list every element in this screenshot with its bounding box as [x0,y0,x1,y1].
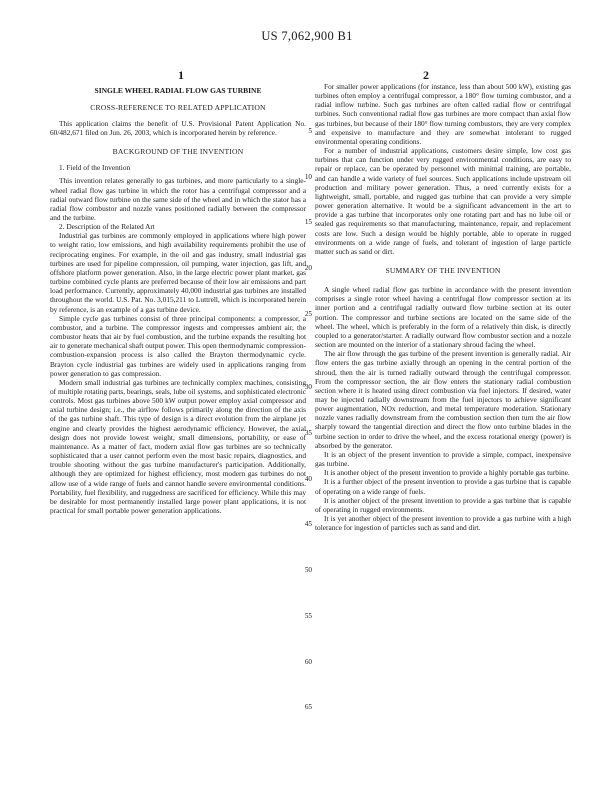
right-column [315,82,571,532]
field-text: This invention relates generally to gas turbines, and more particularly to a single-wheel radial flow gas turbine in which the rotor has a centrifugal compressor and a radial outward flow turbine on the same side of the wheel and in which the stator has a radial flow combustor and nozzle vanes positioned radially between the compressor and the turbine. [50,176,306,222]
line-number: 50 [304,566,312,574]
line-number: 35 [304,429,312,437]
patent-number: US 7,062,900 B1 [261,29,353,43]
summary-heading: SUMMARY OF THE INVENTION [385,265,501,275]
right-paragraph-2: For a number of industrial applications, customers desire simple, low cost gas turbines that can function under very rugged environmental conditions, are easy to repair or replace, can be operated by personnel with minimal training, are portable, and can handle a wide variety of fuel sources. Such applications include upstream oil production and military power generation. Thus, a need currently exists for a lightweight, small, portable, and rugged gas turbine that can provide a very simple power generation alternative. It would be a significant advancement in the art to provide a gas turbine that incorporates only one rotating part and has no lube oil or sealed gas requirements so that manufacturing, maintenance, repair, and replacement costs are low. Such a design would be highly portable, able to operate in rugged environments on a wide range of fuels, and tolerant of ingestion of large particle matter such as sand or dirt. [315,146,571,256]
line-number: 45 [304,520,312,528]
object-paragraph-5: It is yet another object of the present invention to provide a gas turbine with a high tolerance for ingestion of particles such as sand and dirt. [315,514,571,533]
background-heading: BACKGROUND OF THE INVENTION [112,147,244,157]
line-number: 30 [304,383,312,391]
summary-paragraph-2: The air flow through the gas turbine of the present invention is generally radial. Air flow enters the gas turbine axially through an opening in the central portion of the shroud, then the air is turned radially outward through the centrifugal compressor. From the compressor section, the air flow enters the stationary radial combustion section where it is heated using direct combustion via fuel injectors. If desired, water may be injected radially downstream from the fuel injectors to achieve significant power augmentation, NOx reduction, and metal temperature moderation. Stationary nozzle vanes radially downstream from the combustion section then turn the air flow sharply toward the tangential direction and direct the flow onto turbine blades in the turbine section in order to drive the wheel, and the excess rotational energy (power) is absorbed by the generator. [315,349,571,450]
summary-paragraph-1: A single wheel radial flow gas turbine in accordance with the present invention comprises a single rotor wheel having a centrifugal flow compressor section at its inner portion and a centrifugal radially outward flow turbine section at its outer portion. The compressor and turbine sections are located on the same side of the wheel. The wheel, which is preferably in the form of a relatively thin disk, is directly coupled to a generator/starter. A radially outward flow combustor section and a nozzle section are mounted on the interior of a stationary shroud facing the wheel. [315,285,571,350]
related-art-paragraph-3: Modern small industrial gas turbines are technically complex machines, consisting of multiple rotating parts, bearings, seals, lube oil systems, and sophisticated electronic controls. Most gas turbines above 500 kW output power employ axial compressor and axial turbine design; i.e., the airflow follows primarily along the direction of the axis of the gas turbine shaft. This type of design is a direct evolution from the airplane jet engine and clearly provides the highest aerodynamic efficiency. However, the axial design does not provide lowest weight, small dimensions, portability, or ease of maintenance. As a matter of fact, modern axial flow gas turbines are so technically sophisticated that a user cannot perform even the most basic repairs, diagnostics, and trouble shooting without the gas turbine manufacturer's participation. Additionally, although they are optimized for highest efficiency, most modern gas turbines do not allow use of a wide range of fuels and cannot handle severe environmental conditions. Portability, fuel flexibility, and ruggedness are sacrificed for efficiency. While this may be desirable for most permanently installed large power plant applications, it is not practical for small portable power generation applications. [50,377,306,515]
line-number: 65 [304,703,312,711]
left-column [50,82,306,515]
line-number: 60 [304,658,312,666]
object-paragraph-1: It is an object of the present invention to provide a simple, compact, inexpensive gas turbine. [315,449,571,469]
line-number: 15 [304,218,312,226]
line-number: 40 [304,475,312,483]
field-heading: 1. Field of the Invention [59,163,131,173]
crossref-text: This application claims the benefit of U.S. Provisional Patent Application No. 60/482,671 filed on Jun. 26, 2003, which is incorporated herein by reference. [50,118,306,137]
line-number: 20 [304,264,312,272]
patent-title: SINGLE WHEEL RADIAL FLOW GAS TURBINE [94,86,262,95]
line-number: 25 [304,310,312,318]
object-paragraph-2: It is another object of the present invention to provide a highly portable gas turbine. [324,468,570,478]
related-art-paragraph-1: Industrial gas turbines are commonly employed in applications where high power to weight ratio, low emissions, and high availability requirements prohibit the use of reciprocating engines. For example, in the oil and gas industry, small industrial gas turbines are used for pipeline compression, oil pumping, water injection, gas lift, and offshore platform power generation. Also, in the large electric power plant market, gas turbine combined cycle plants are preferred because of their low air emissions and part load performance. Currently, approximately 40,000 industrial gas turbines are installed throughout the world. U.S. Pat. No. 3,015,211 to Luttrell, which is incorporated herein by reference, is an example of a gas turbine device. [50,231,306,314]
related-art-heading: 2. Description of the Related Art [59,222,155,232]
object-paragraph-3: It is a further object of the present invention to provide a gas turbine that is capable of operating on a wide range of fuels. [315,477,571,496]
line-number: 55 [304,612,312,620]
related-art-paragraph-2: Simple cycle gas turbines consist of three principal components: a compressor, a combustor, and a turbine. The compressor ingests and compresses ambient air, the combustor heats that air by fuel combustion, and the turbine expands the resulting hot air to generate mechanical shaft output power. This open thermodynamic compression-combustion-expansion process is also called the Brayton thermodynamic cycle. Brayton cycle industrial gas turbines are widely used in applications ranging from power generation to gas compression. [50,313,306,378]
right-paragraph-1: For smaller power applications (for instance, less than about 500 kW), existing gas turbines often employ a centrifugal compressor, a 180° flow turning combustor, and a radial inflow turbine. Such gas turbines are often called radial flow or centrifugal turbines. Such conventional radial flow gas turbines are more compact than axial flow gas turbines, but because of their 180° flow turning combustors, they are very complex and expensive to manufacture and they are somewhat intolerant to rugged environmental operating conditions. [315,82,571,146]
object-paragraph-4: It is another object of the present invention to provide a gas turbine that is capable of operating in rugged environments. [315,495,571,514]
column-number-left: 1 [178,68,184,82]
crossref-heading: CROSS-REFERENCE TO RELATED APPLICATION [90,102,266,112]
column-number-right: 2 [423,68,429,82]
line-number: 5 [308,127,312,135]
line-number: 10 [304,173,312,181]
